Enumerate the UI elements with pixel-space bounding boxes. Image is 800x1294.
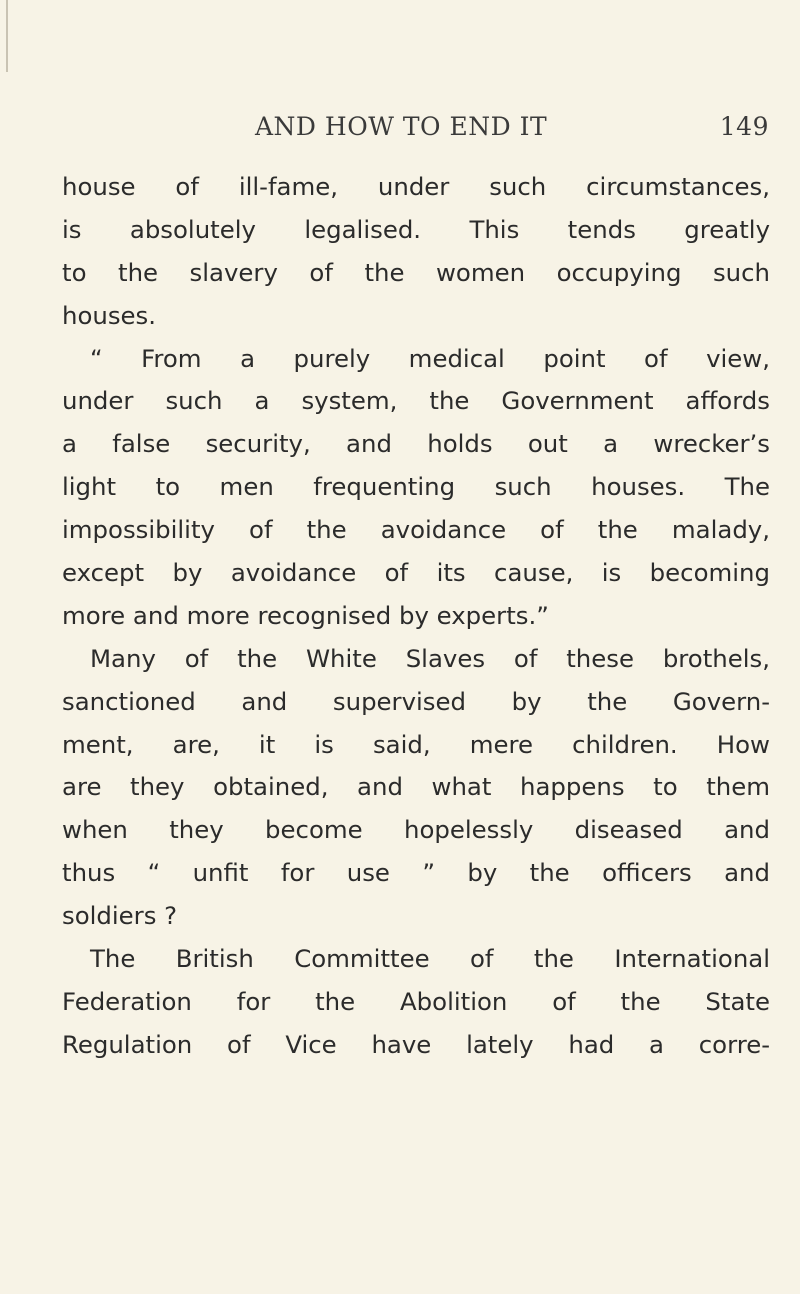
text-line: soldiers ? xyxy=(62,901,178,931)
text-line: under such a system, the Government affords xyxy=(62,386,770,416)
text-line: to the slavery of the women occupying such xyxy=(62,257,770,287)
page-edge-shadow xyxy=(6,0,8,72)
text-line: is absolutely legalised. This tends greatly xyxy=(62,214,770,244)
text-line: light to men frequenting such houses. The xyxy=(62,472,770,502)
text-line: Many of the White Slaves of these brothels, xyxy=(90,643,770,673)
text-line: house of ill-fame, under such circumstances, xyxy=(62,172,770,201)
text-line: impossibility of the avoidance of the malady, xyxy=(62,515,770,545)
text-line: except by avoidance of its cause, is becoming xyxy=(62,558,770,588)
text-line: Regulation of Vice have lately had a corre- xyxy=(62,1029,770,1059)
text-line: thus “ unfit for use ” by the officers and xyxy=(62,858,770,888)
text-line: when they become hopelessly diseased and xyxy=(62,815,770,845)
page-number: 149 xyxy=(719,112,769,141)
page-header xyxy=(255,112,769,152)
text-line: houses. xyxy=(62,300,157,330)
text-line: sanctioned and supervised by the Govern- xyxy=(62,686,770,716)
text-line: are they obtained, and what happens to them xyxy=(62,772,770,802)
body-text xyxy=(62,166,770,1067)
text-line: ment, are, it is said, mere children. How xyxy=(62,729,770,759)
text-line: The British Committee of the International xyxy=(90,944,770,974)
text-line: more and more recognised by experts.” xyxy=(62,600,549,630)
text-line: a false security, and holds out a wrecker’s xyxy=(62,429,770,459)
running-title: AND HOW TO END IT xyxy=(255,112,548,141)
text-line: Federation for the Abolition of the State xyxy=(62,986,770,1016)
text-line: “ From a purely medical point of view, xyxy=(90,343,770,373)
